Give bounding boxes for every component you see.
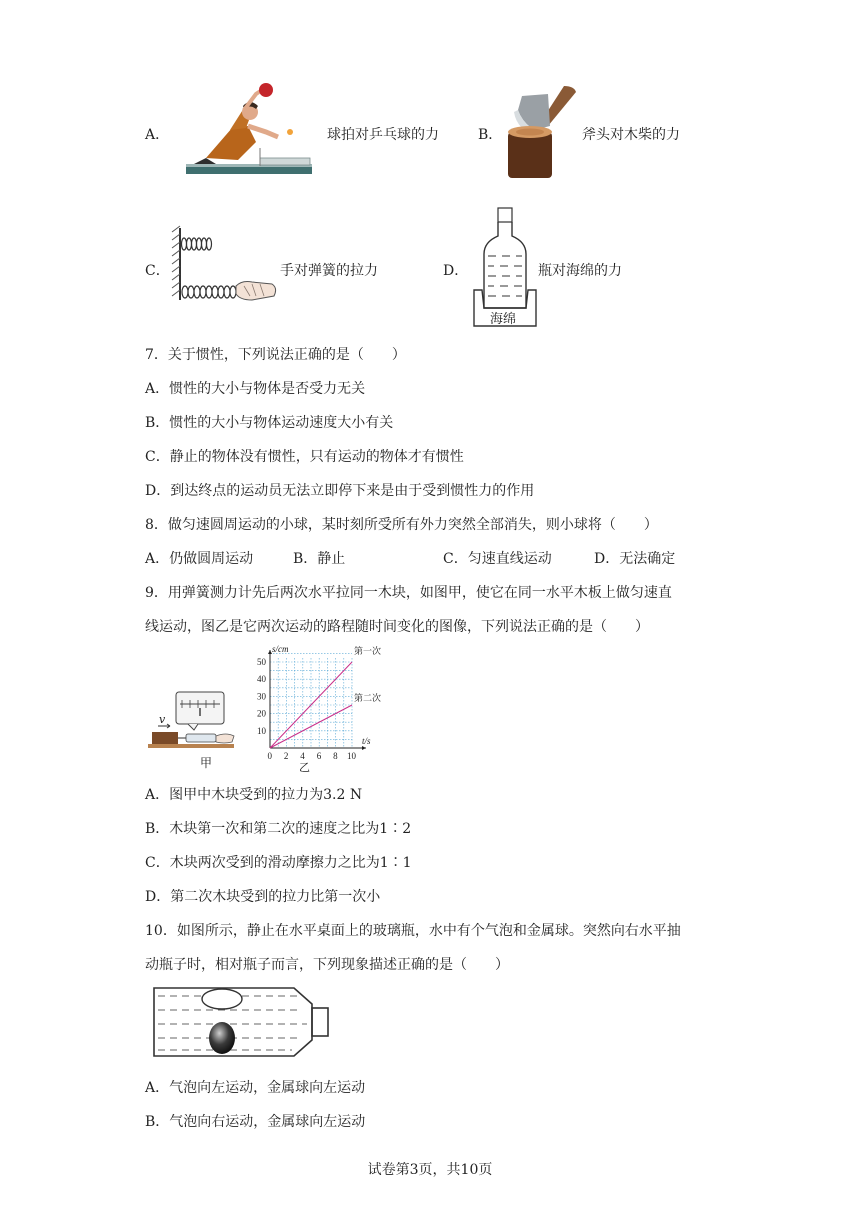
- q6-option-a-letter: A．: [145, 127, 170, 143]
- q7-option-c: C．静止的物体没有惯性，只有运动的物体才有惯性: [145, 449, 464, 465]
- q9-stem-line1: 9．用弹簧测力计先后两次水平拉同一木块，如图甲，使它在同一水平木板上做匀速直: [145, 585, 672, 601]
- y-tick-label: 10: [257, 725, 266, 736]
- velocity-label: v: [159, 713, 166, 726]
- q10-stem-line2: 动瓶子时，相对瓶子而言，下列现象描述正确的是（ ）: [145, 957, 509, 973]
- x-axis-label: t/s: [362, 736, 371, 746]
- chart-title: 乙: [299, 762, 310, 774]
- q10-option-b: B．气泡向右运动，金属球向左运动: [145, 1114, 366, 1130]
- q10-stem-line1: 10．如图所示，静止在水平桌面上的玻璃瓶，水中有个气泡和金属球。突然向右水平抽: [145, 923, 681, 939]
- y-tick-label: 30: [257, 691, 266, 702]
- series-label: 第二次: [354, 693, 382, 703]
- hand-pulling-spring-icon: [168, 224, 280, 304]
- sponge-label: 海绵: [490, 312, 517, 327]
- x-axis-arrow: [362, 746, 366, 750]
- series-label: 第一次: [354, 646, 382, 656]
- q10-option-a: A．气泡向左运动，金属球向左运动: [145, 1080, 366, 1096]
- y-tick-label: 50: [257, 657, 266, 667]
- q9-stem-line2: 线运动，图乙是它两次运动的路程随时间变化的图像，下列说法正确的是（ ）: [145, 619, 649, 635]
- x-tick-label: 0: [267, 751, 272, 761]
- x-tick-label: 2: [283, 751, 289, 761]
- q8-option-c: C．匀速直线运动: [443, 551, 552, 567]
- x-tick-label: 8: [333, 751, 338, 761]
- ping-pong-player-icon: [186, 82, 312, 178]
- y-axis-label: s/cm: [272, 644, 289, 654]
- q7-stem: 7．关于惯性，下列说法正确的是（ ）: [145, 347, 406, 363]
- q6-option-a-text: 球拍对乒乓球的力: [327, 127, 439, 143]
- q7-option-b: B．惯性的大小与物体运动速度大小有关: [145, 415, 394, 431]
- q9-option-b: B．木块第一次和第二次的速度之比为1∶2: [145, 821, 412, 837]
- q6-option-c-text: 手对弹簧的拉力: [280, 263, 378, 279]
- q8-option-d: D．无法确定: [594, 551, 676, 567]
- x-tick-label: 6: [316, 751, 322, 761]
- axe-on-log-icon: [504, 82, 580, 180]
- q8-option-b: B．静止: [293, 551, 346, 567]
- q9-option-a: A．图甲中木块受到的拉力为3.2 N: [145, 787, 363, 803]
- q7-option-d: D．到达终点的运动员无法立即停下来是由于受到惯性力的作用: [145, 483, 535, 499]
- y-tick-label: 20: [257, 708, 266, 719]
- x-tick-label: 4: [300, 751, 305, 761]
- figure-left-label: 甲: [200, 756, 213, 770]
- q6-option-b-letter: B．: [478, 127, 503, 143]
- q6-option-c-letter: C．: [145, 263, 170, 279]
- x-tick-label: 10: [347, 751, 356, 761]
- q9-option-d: D．第二次木块受到的拉力比第一次小: [145, 889, 381, 905]
- q8-option-a: A．仍做圆周运动: [145, 551, 254, 567]
- q8-stem: 8．做匀速圆周运动的小球，某时刻所受所有外力突然全部消失，则小球将（ ）: [145, 517, 658, 533]
- st-chart: [250, 642, 390, 774]
- y-tick-label: 40: [257, 674, 266, 685]
- series-line: [270, 705, 352, 748]
- glass-bottle-figure: [152, 984, 334, 1062]
- page-footer: 试卷第3页，共10页: [367, 1162, 493, 1178]
- q9-option-c: C．木块两次受到的滑动摩擦力之比为1∶1: [145, 855, 412, 871]
- q7-option-a: A．惯性的大小与物体是否受力无关: [145, 381, 366, 397]
- q6-option-b-text: 斧头对木柴的力: [582, 127, 680, 143]
- q6-option-d-text: 瓶对海绵的力: [538, 263, 622, 279]
- q6-option-d-letter: D．: [443, 263, 469, 279]
